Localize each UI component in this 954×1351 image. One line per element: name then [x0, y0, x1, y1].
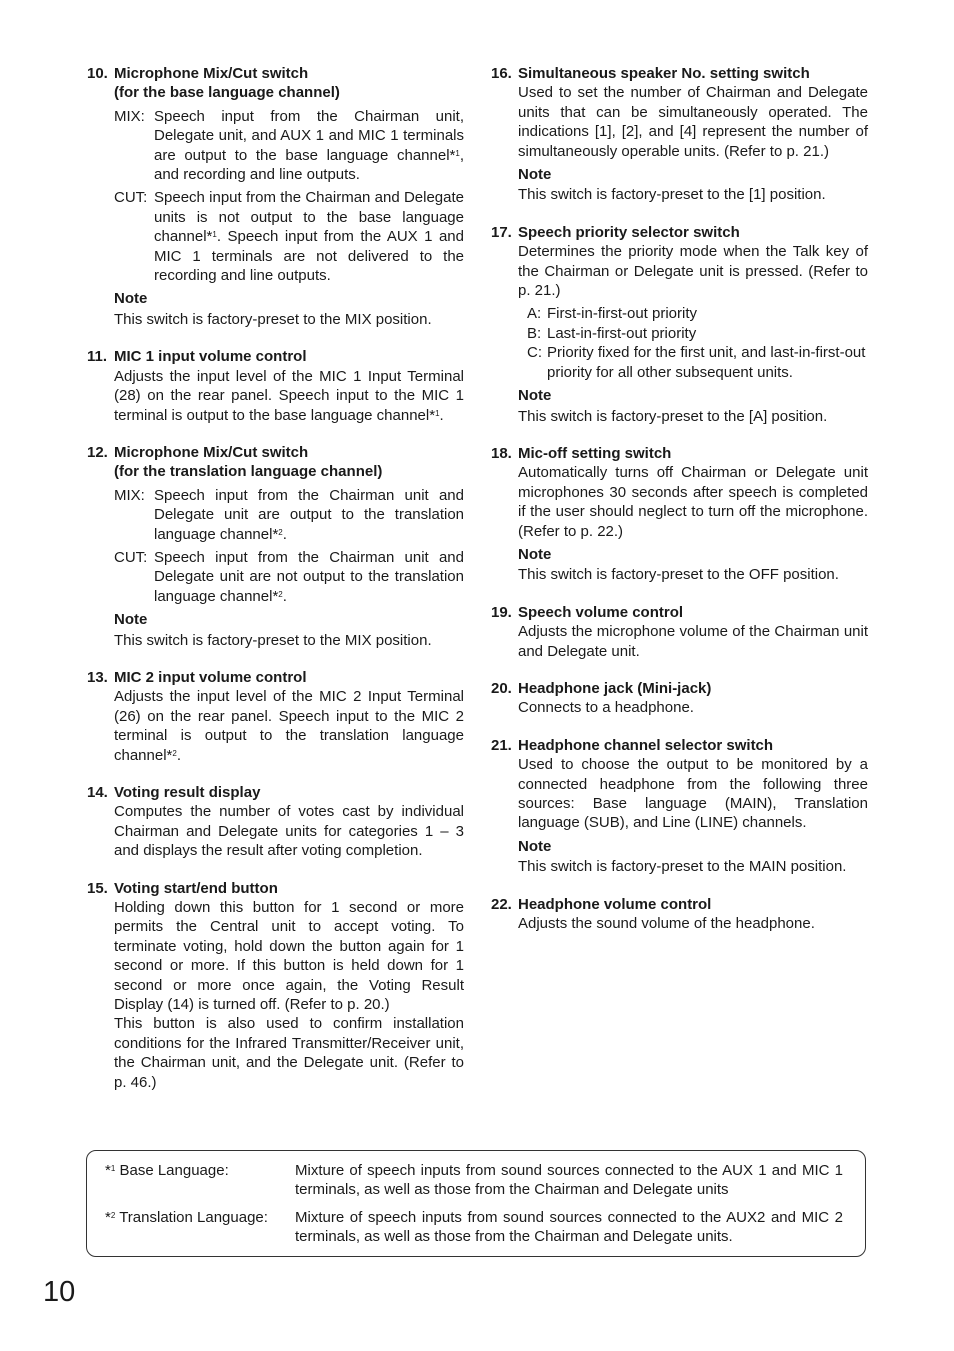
footnote-marker: 1: [455, 148, 460, 158]
note-label: Note: [114, 611, 148, 629]
section-heading: [87, 668, 464, 687]
section-number: 13.: [87, 668, 108, 686]
section-title: Headphone channel selector switch: [518, 736, 774, 754]
note-label: Note: [518, 387, 552, 405]
note-label: Note: [518, 545, 552, 563]
note-label: Note: [518, 837, 552, 855]
section-body: [87, 898, 464, 1092]
section-item: [87, 879, 464, 1092]
section-title: Simultaneous speaker No. setting switch: [518, 65, 810, 82]
section-body: [491, 83, 868, 161]
page-number: 10: [43, 1276, 76, 1308]
body-text: [114, 367, 464, 425]
list-key: A:: [527, 305, 542, 323]
text-run: Determines the priority mode when the Talk key of the Chairman or Delegate unit is pressed. (Refer to p. 21.): [518, 243, 868, 300]
note-label: Note: [518, 166, 552, 184]
body-text: [114, 898, 464, 1014]
note-text: This switch is factory-preset to the MIX position.: [114, 310, 432, 328]
section-number: 11.: [87, 348, 108, 366]
section-body: [87, 687, 464, 765]
list-key: B:: [527, 324, 542, 342]
text-run: Speech input from the Chairman unit and Delegate unit are output to the translation language channel*: [154, 486, 464, 543]
section-subtitle: (for the base language channel): [114, 84, 340, 102]
note-text: This switch is factory-preset to the MAIN position.: [518, 858, 847, 876]
text-run: .: [176, 746, 182, 764]
text-run: Adjusts the microphone volume of the Chairman unit and Delegate unit.: [518, 623, 868, 660]
section-number: 10.: [87, 65, 108, 82]
body-text: [518, 242, 868, 300]
body-text: [518, 698, 868, 717]
right-column: [491, 64, 868, 951]
section-item: [87, 64, 464, 329]
text-run: .: [282, 587, 287, 605]
section-number: 16.: [491, 65, 512, 82]
footnote-marker: 2: [172, 748, 177, 758]
left-column: [87, 64, 464, 1110]
option-description: [154, 548, 464, 606]
section-heading: [87, 879, 464, 898]
note-block: [491, 837, 868, 877]
text-run: Speech input from the Chairman unit and Delegate unit are not output to the translation language channel*: [154, 548, 464, 605]
text-run: Computes the number of votes cast by individual Chairman and Delegate units for categories 1 – 3 and displays the result after voting completion.: [114, 803, 464, 860]
option-key: MIX:: [114, 486, 145, 504]
text-run: Connects to a headphone.: [518, 699, 694, 717]
body-text: [518, 755, 868, 833]
section-number: 18.: [491, 444, 512, 462]
body-text: [518, 83, 868, 161]
list-item: [527, 304, 868, 323]
section-number: 17.: [491, 223, 512, 241]
section-title: Headphone volume control: [518, 895, 712, 913]
section-title: Speech priority selector switch: [518, 223, 740, 241]
option-description: [154, 486, 464, 544]
footnote-marker: 2: [278, 527, 283, 537]
section-title: Mic-off setting switch: [518, 444, 672, 462]
section-item: [491, 64, 868, 205]
section-title: Microphone Mix/Cut switch: [114, 443, 309, 461]
footnote-box: [86, 1150, 866, 1257]
section-heading: [87, 443, 464, 482]
text-run: Adjusts the input level of the MIC 2 Input Terminal (26) on the rear panel. Speech input to the MIC 2 terminal is output to the translation language channel*: [114, 688, 464, 764]
text-run: Speech input from the Chairman and Delegate units is not output to the base language channel*: [154, 189, 464, 246]
section-body: [87, 107, 464, 286]
option-row: [114, 548, 464, 606]
section-title: Headphone jack (Mini-jack): [518, 679, 712, 697]
note-label: Note: [114, 290, 148, 308]
note-block: [87, 610, 464, 650]
body-text: [518, 622, 868, 661]
option-row: [114, 486, 464, 544]
footnote-marker: 1: [212, 230, 217, 240]
text-run: , and recording and line outputs.: [154, 146, 464, 184]
section-number: 12.: [87, 443, 108, 461]
note-text: This switch is factory-preset to the [1] position.: [518, 186, 826, 204]
list-value: Last-in-first-out priority: [547, 324, 697, 342]
note-block: [491, 165, 868, 205]
note-block: [491, 545, 868, 585]
option-row: [114, 107, 464, 185]
section-item: [491, 444, 868, 585]
option-description: [154, 188, 464, 285]
section-item: [87, 783, 464, 861]
note-block: [491, 386, 868, 426]
body-text: [518, 463, 868, 541]
section-heading: [491, 603, 868, 622]
note-block: [87, 289, 464, 329]
section-title: MIC 2 input volume control: [114, 668, 307, 686]
section-title: Speech volume control: [518, 603, 684, 621]
section-heading: [491, 64, 868, 83]
text-run: Speech input from the Chairman unit, Delegate unit, and AUX 1 and MIC 1 terminals are output to the base language channel*: [154, 107, 464, 164]
section-subtitle: (for the translation language channel): [114, 463, 383, 481]
text-run: Automatically turns off Chairman or Delegate unit microphones 30 seconds after speech is completed if the user should neglect to turn off the microphone. (Refer to p. 22.): [518, 464, 868, 540]
body-text: [114, 802, 464, 860]
text-run: .: [282, 525, 287, 543]
footnote-definition: Mixture of speech inputs from sound sources connected to the AUX2 and MIC 2 terminals, as well as those from the Chairman and Delegate units.: [295, 1209, 843, 1246]
section-number: 22.: [491, 895, 512, 913]
section-title: MIC 1 input volume control: [114, 348, 307, 366]
priority-list: [491, 304, 868, 382]
footnote-definition: Mixture of speech inputs from sound sources connected to the AUX 1 and MIC 1 terminals, as well as those from the Chairman and Delegate units: [295, 1162, 843, 1199]
section-item: [491, 603, 868, 661]
text-run: Used to choose the output to be monitored by a connected headphone from the following three sources: Base language (MAIN), Translation language (SUB), and Line (LINE) channels.: [518, 756, 868, 832]
section-body: [87, 802, 464, 860]
footnote-marker: 2: [278, 589, 283, 599]
body-text: [518, 914, 868, 933]
list-value: First-in-first-out priority: [547, 305, 698, 323]
section-item: [87, 668, 464, 765]
footnote-term: *$^2$ Translation Language:: [105, 1209, 268, 1226]
section-title: Microphone Mix/Cut switch: [114, 65, 309, 82]
section-heading: [491, 895, 868, 914]
section-body: [87, 367, 464, 425]
section-number: 19.: [491, 603, 512, 621]
section-item: [491, 679, 868, 718]
note-text: This switch is factory-preset to the [A] position.: [518, 407, 828, 425]
option-description: [154, 107, 464, 185]
section-heading: [491, 736, 868, 755]
text-run: Adjusts the sound volume of the headphone.: [518, 915, 815, 933]
section-number: 21.: [491, 736, 512, 754]
section-heading: [491, 444, 868, 463]
list-key: C:: [527, 344, 542, 362]
section-heading: [491, 679, 868, 698]
footnote-translation-language: [105, 1208, 843, 1247]
section-item: [87, 347, 464, 425]
footnote-marker: 1: [435, 408, 440, 418]
text-run: .: [439, 406, 444, 424]
section-heading: [87, 783, 464, 802]
option-key: CUT:: [114, 548, 148, 566]
footnote-term: *$^1$ Base Language:: [105, 1162, 229, 1179]
text-run: Holding down this button for 1 second or more permits the Central unit to accept voting. To terminate voting, hold down the button again for 1 second or more. If this button is held down for 1 second or more once again, the Voting Result Display (14) is turned off. (Refer to p. 20.): [114, 899, 464, 1014]
section-body: [87, 486, 464, 606]
text-run: Used to set the number of Chairman and Delegate units that can be simultaneously operated. The indications [1], [2], and [4] represent the number of simultaneously operable units. (Refer to p. 21.): [518, 84, 868, 160]
section-body: [491, 914, 868, 933]
list-item: [527, 343, 868, 382]
section-heading: [87, 64, 464, 103]
section-body: [491, 242, 868, 300]
option-row: [114, 188, 464, 285]
section-item: [87, 443, 464, 650]
section-title: Voting result display: [114, 784, 261, 801]
section-item: [491, 895, 868, 934]
footnote-base-language: [105, 1161, 843, 1200]
section-body: [491, 622, 868, 661]
section-number: 15.: [87, 879, 108, 897]
body-text: This button is also used to confirm installation conditions for the Infrared Transmitter/Receiver unit, the Chairman unit, and the Delegate unit. (Refer to p. 46.): [114, 1015, 464, 1091]
section-heading: [491, 223, 868, 242]
list-value: Priority fixed for the first unit, and last-in-first-out priority for all other subsequent units.: [547, 344, 866, 381]
note-text: This switch is factory-preset to the MIX position.: [114, 631, 432, 649]
option-key: MIX:: [114, 107, 145, 125]
section-number: 14.: [87, 784, 108, 801]
section-body: [491, 463, 868, 541]
list-item: [527, 324, 868, 343]
section-item: [491, 736, 868, 877]
text-run: . Speech input from the AUX 1 and MIC 1 terminals are not delivered to the recording and line outputs.: [154, 228, 464, 285]
text-run: Adjusts the input level of the MIC 1 Input Terminal (28) on the rear panel. Speech input to the MIC 1 terminal is output to the base language channel*: [114, 367, 464, 424]
option-key: CUT:: [114, 189, 148, 207]
section-number: 20.: [491, 679, 512, 697]
section-heading: [87, 347, 464, 366]
section-body: [491, 698, 868, 717]
body-text: [114, 687, 464, 765]
section-title: Voting start/end button: [114, 879, 278, 897]
section-body: [491, 755, 868, 833]
note-text: This switch is factory-preset to the OFF position.: [518, 566, 839, 584]
section-item: [491, 223, 868, 426]
